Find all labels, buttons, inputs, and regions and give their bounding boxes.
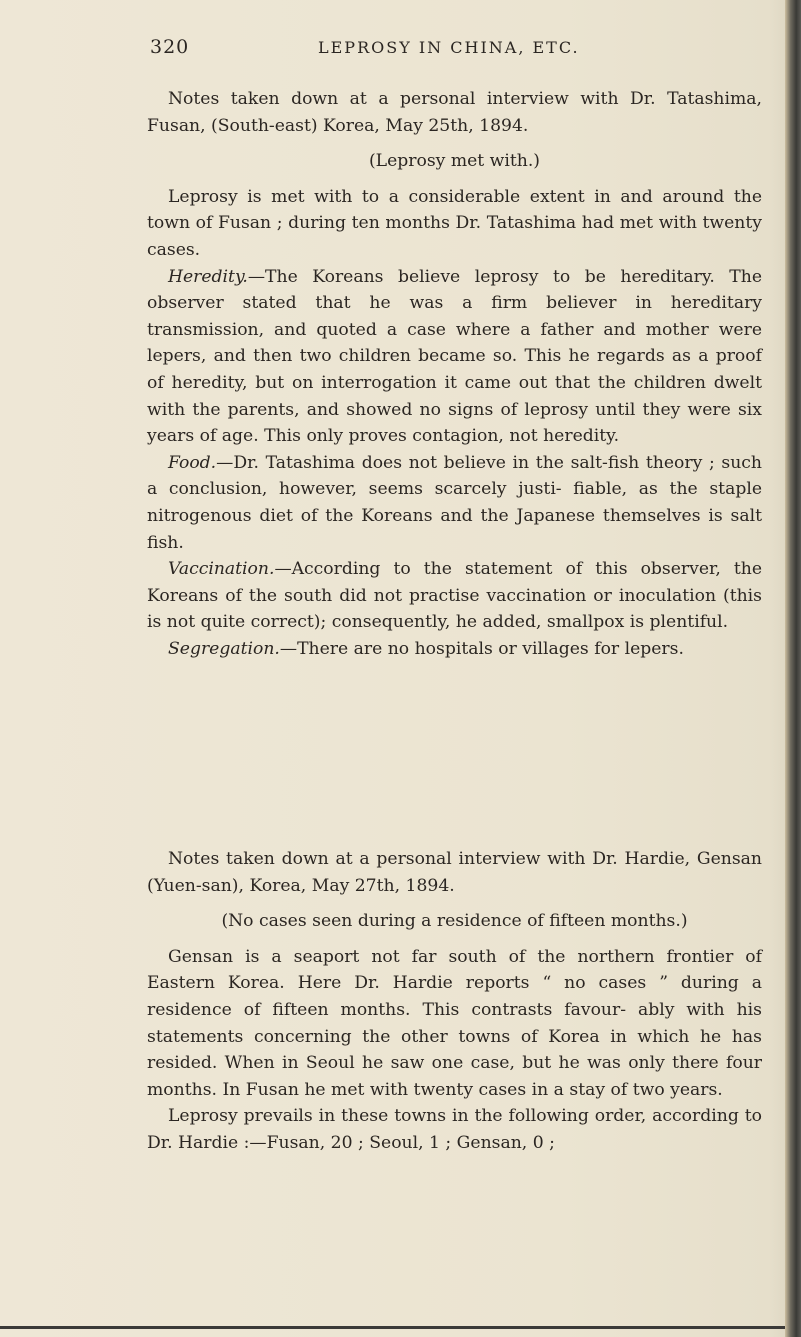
segregation-paragraph: [147, 636, 762, 663]
section-hardie: [147, 846, 762, 1157]
heredity-paragraph: [147, 264, 762, 450]
vaccination-heading: Vaccination.: [168, 559, 275, 580]
heredity-text: —The Koreans believe leprosy to be hereditary. The observer stated that he was a firm believer in hereditary transmission, and quoted a case where a father and mother were lepers, and then two children became so. This he regards as a proof of heredity, but on interrogation it came out that the children dwelt with the parents, and showed no signs of leprosy until they were six years of age. This only proves contagion, not heredity.: [147, 266, 762, 447]
heredity-heading: Heredity.: [168, 266, 248, 287]
page-edge-shadow: [785, 0, 801, 1337]
vaccination-paragraph: [147, 556, 762, 636]
section-tatashima: [147, 86, 762, 662]
page-number: 320: [150, 36, 190, 58]
segregation-text: —There are no hospitals or villages for lepers.: [279, 638, 684, 659]
food-heading: Food.: [168, 452, 217, 473]
running-head: LEPROSY IN CHINA, ETC.: [318, 38, 580, 57]
paragraph: Leprosy is met with to a considerable extent in and around the town of Fusan ; during ten months Dr. Tatashima had met with twenty cases.: [147, 186, 762, 260]
vaccination-text: —According to the statement of this observer, the Koreans of the south did not practise vaccination or inoculation (this is not quite correct); consequently, he added, smallpox is plentiful.: [147, 559, 762, 633]
paragraph: Gensan is a seaport not far south of the northern frontier of Eastern Korea. Here Dr. Hardie reports “ no cases ” during a residence of fifteen months. This contrasts favour- ably with his statements concerning the other towns of Korea in which he has resided. When in Seoul he saw one case, but he was only there four months. In Fusan he met with twenty cases in a stay of two years.: [147, 946, 762, 1100]
food-text: —Dr. Tatashima does not believe in the salt-fish theory ; such a conclusion, however, seems scarcely justi- fiable, as the staple nitrogenous diet of the Koreans and the Japanese themselves is salt fish.: [147, 452, 762, 553]
section-subheading: (No cases seen during a residence of fifteen months.): [221, 911, 688, 932]
bottom-rule: [0, 1326, 785, 1329]
segregation-heading: Segregation.: [168, 638, 280, 659]
section-subheading: (Leprosy met with.): [368, 151, 541, 172]
section-intro: Notes taken down at a personal interview with Dr. Tatashima, Fusan, (South-east) Korea, May 25th, 1894.: [147, 89, 762, 136]
section-intro: Notes taken down at a personal interview with Dr. Hardie, Gensan (Yuen-san), Korea, May 27th, 1894.: [147, 849, 762, 896]
page-header: [0, 36, 785, 66]
food-paragraph: [147, 450, 762, 556]
paragraph: Leprosy prevails in these towns in the following order, according to Dr. Hardie :—Fusan, 20 ; Seoul, 1 ; Gensan, 0 ;: [147, 1106, 762, 1153]
